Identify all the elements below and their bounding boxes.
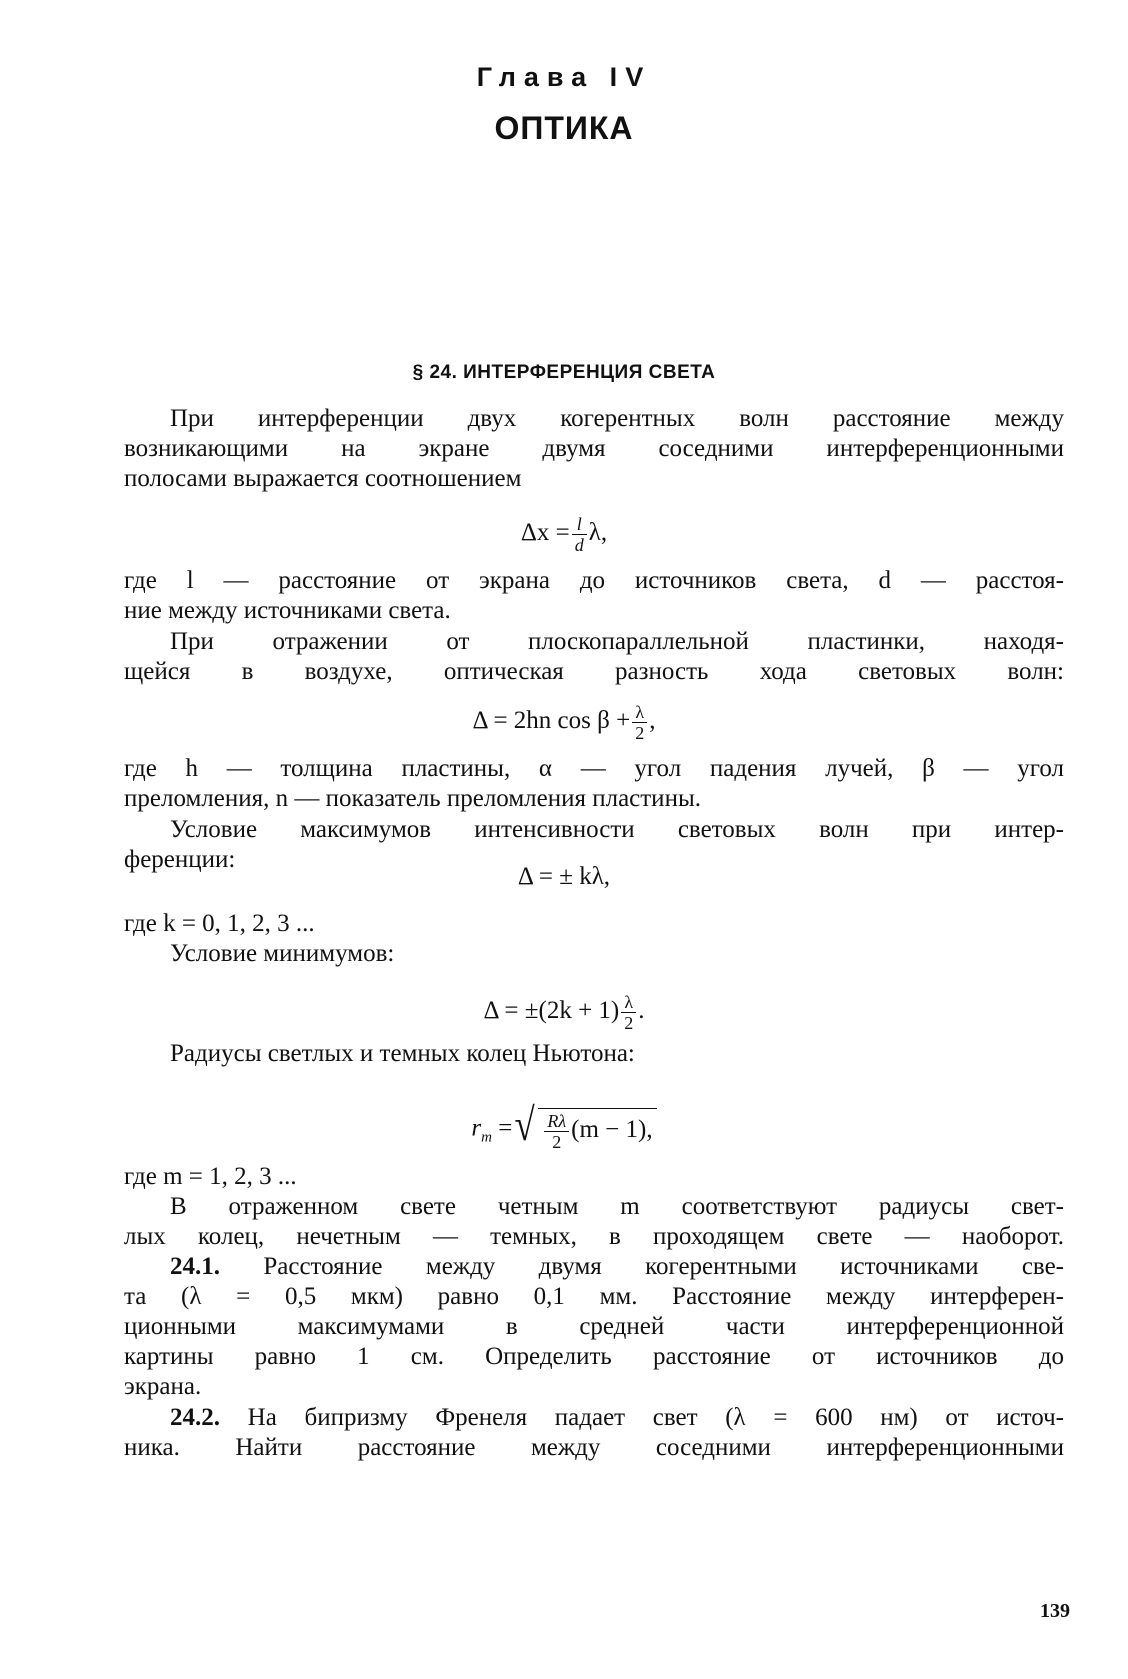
text-line: Условие минимумов: <box>170 940 395 967</box>
formula-minima: Δ = ±(2k + 1) $\frac{\lambda}{2}$ . <box>483 992 645 1033</box>
problem-number: 24.1. <box>170 1253 220 1280</box>
text-line: ние между источниками света. <box>124 597 451 624</box>
text-line: экрана. <box>124 1373 202 1400</box>
sqrt-sign: √ <box>514 1099 536 1150</box>
text-line: Условие максимумов интенсивности световых волн при интер- <box>170 816 1064 843</box>
text-line: возникающими на экране двумя соседними интерференционными <box>124 435 1064 462</box>
text-line: где h — толщина пластины, α — угол падения лучей, β — угол <box>124 755 1064 782</box>
formula-path-difference: Δ = 2hn cos β + $\frac{\lambda}{2}$ , <box>472 702 656 743</box>
formula-fringe-spacing: Δx = $\frac{l}{d}$ λ, <box>520 514 608 555</box>
text-line: ференции: <box>124 846 236 873</box>
text-line: Радиусы светлых и темных колец Ньютона: <box>170 1040 635 1067</box>
text-line: картины равно 1 см. Определить расстояние от источников до <box>124 1343 1064 1370</box>
formula-maxima: Δ = ± kλ, <box>517 863 611 890</box>
text-line: лых колец, нечетным — темных, в проходящем свете — наоборот. <box>124 1223 1064 1250</box>
text-line: полосами выражается соотношением <box>124 465 522 492</box>
problem-number: 24.2. <box>170 1404 220 1431</box>
text-line: При отражении от плоскопараллельной пластинки, находя- <box>170 628 1064 655</box>
text-line: ника. Найти расстояние между соседними интерференционными <box>124 1434 1064 1461</box>
text-line: где k = 0, 1, 2, 3 ... <box>124 910 315 937</box>
chapter-heading: Глава IV <box>476 62 652 92</box>
text-line: где m = 1, 2, 3 ... <box>124 1163 297 1190</box>
text-line: преломления, n — показатель преломления пластины. <box>124 785 701 812</box>
text-line: В отраженном свете четным m соответствуют радиусы свет- <box>170 1193 1064 1220</box>
section-heading: § 24. ИНТЕРФЕРЕНЦИЯ СВЕТА <box>412 362 716 383</box>
problem-24-2-first-line: 24.2. На бипризму Френеля падает свет (λ = 600 нм) от источ- <box>170 1404 1064 1431</box>
problem-24-1-first-line: 24.1. Расстояние между двумя когерентными источниками све- <box>170 1253 1065 1280</box>
formula-newton-rings: $r_m$ = √ $\frac{R\lambda}{2}$ (m − 1), <box>0 1108 1128 1153</box>
text-line: ционными максимумами в средней части интерференционной <box>124 1313 1064 1340</box>
text-line: где l — расстояние от экрана до источников света, d — расстоя- <box>124 567 1064 594</box>
text-line: та (λ = 0,5 мкм) равно 0,1 мм. Расстояние между интерферен- <box>124 1283 1064 1310</box>
text-line: При интерференции двух когерентных волн расстояние между <box>170 405 1064 432</box>
page-number: 139 <box>1040 1600 1070 1622</box>
chapter-title: ОПТИКА <box>494 110 634 146</box>
text-line: щейся в воздухе, оптическая разность хода световых волн: <box>124 658 1064 685</box>
